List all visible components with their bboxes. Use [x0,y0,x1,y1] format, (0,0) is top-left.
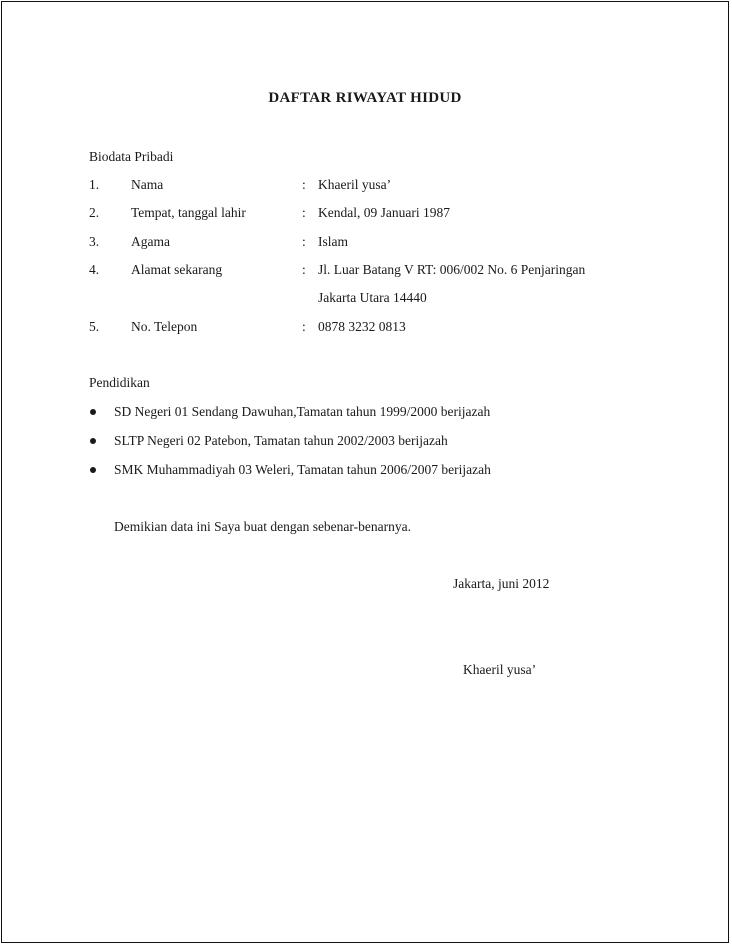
biodata-row-label: Alamat sekarang [131,262,223,277]
bullet-icon [90,467,96,473]
pendidikan-heading: Pendidikan [89,375,150,390]
biodata-row-label: Tempat, tanggal lahir [131,205,246,220]
bullet-icon [90,438,96,444]
biodata-row-separator: : [302,319,306,334]
biodata-row-label: Nama [131,177,164,192]
biodata-row-value: Khaeril yusa’ [318,177,392,192]
biodata-row-separator: : [302,205,306,220]
biodata-row-separator: : [302,234,306,249]
biodata-row-value: Kendal, 09 Januari 1987 [318,205,450,220]
pendidikan-item: SMK Muhammadiyah 03 Weleri, Tamatan tahun 2006/2007 berijazah [114,462,491,477]
biodata-heading: Biodata Pribadi [89,149,174,164]
document-page [1,1,729,943]
biodata-row-value-continued: Jakarta Utara 14440 [318,290,427,305]
biodata-row-value: Islam [318,234,348,249]
place-date: Jakarta, juni 2012 [453,576,550,591]
document-title: DAFTAR RIWAYAT HIDUD [268,90,462,106]
biodata-row-number: 4. [89,262,100,277]
biodata-row-number: 1. [89,177,100,192]
biodata-row-number: 2. [89,205,100,220]
signature-name: Khaeril yusa’ [463,662,537,677]
biodata-row-number: 3. [89,234,100,249]
bullet-icon [90,409,96,415]
biodata-row-value: 0878 3232 0813 [318,319,406,334]
pendidikan-item: SD Negeri 01 Sendang Dawuhan,Tamatan tahun 1999/2000 berijazah [114,404,491,419]
biodata-row-value: Jl. Luar Batang V RT: 006/002 No. 6 Penjaringan [318,262,586,277]
biodata-row-separator: : [302,177,306,192]
pendidikan-item: SLTP Negeri 02 Patebon, Tamatan tahun 2002/2003 berijazah [114,433,448,448]
closing-statement: Demikian data ini Saya buat dengan sebenar-benarnya. [114,519,411,534]
biodata-row-label: No. Telepon [131,319,198,334]
biodata-row-separator: : [302,262,306,277]
biodata-row-number: 5. [89,319,100,334]
biodata-row-label: Agama [131,234,170,249]
